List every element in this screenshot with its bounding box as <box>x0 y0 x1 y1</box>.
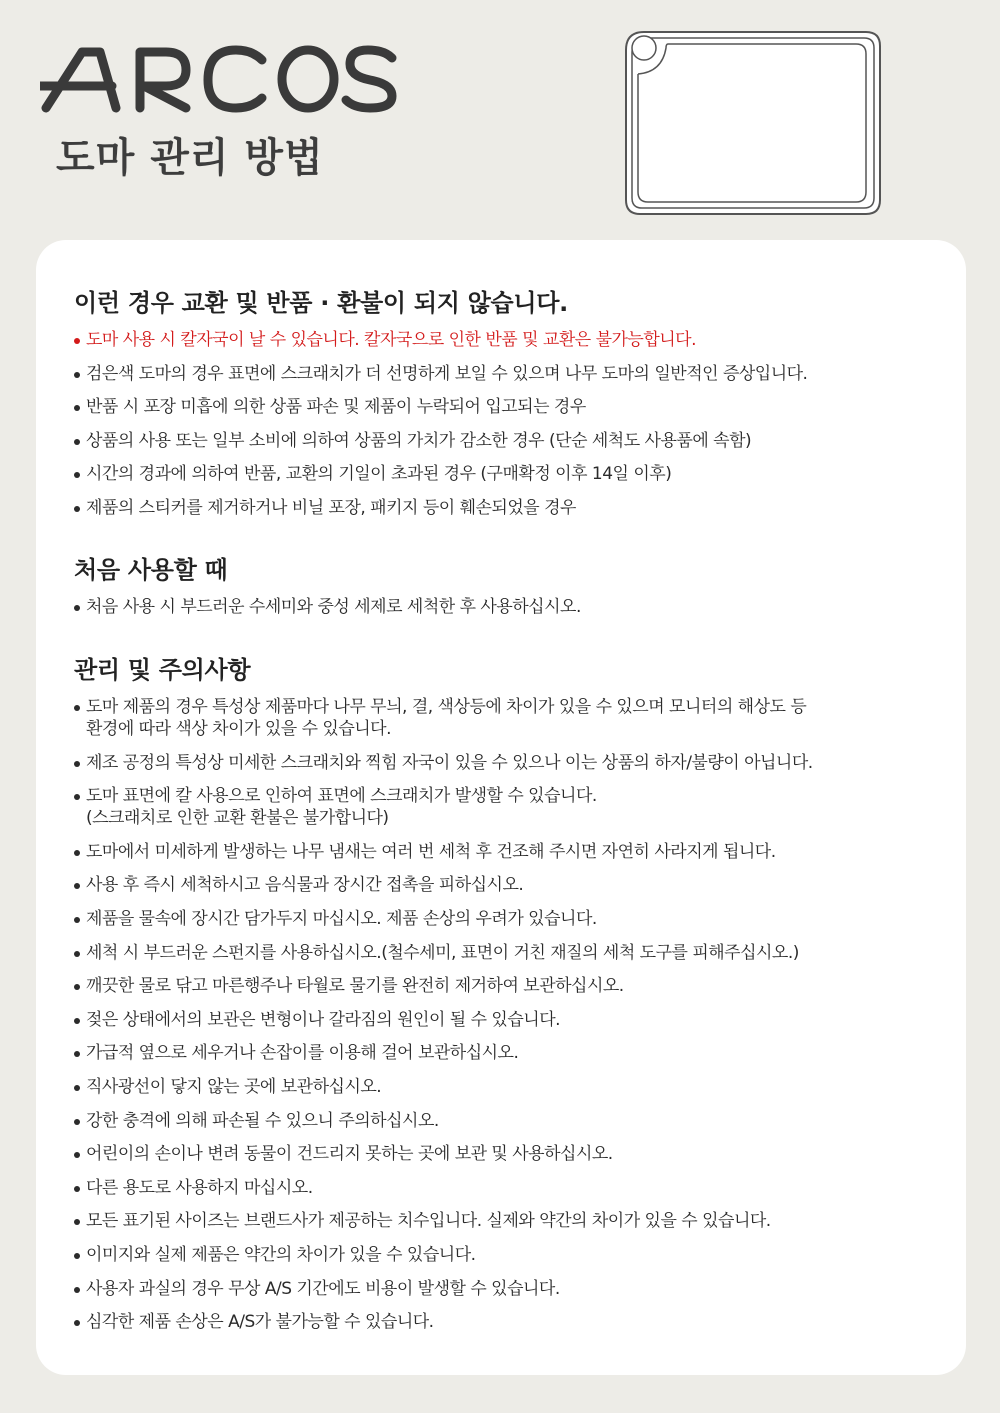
list-item: 모든 표기된 사이즈는 브랜드사가 제공하는 치수입니다. 실제와 약간의 차이가 있을 수 있습니다. <box>74 1210 934 1232</box>
cutting-board-icon <box>622 28 884 218</box>
list-item: 직사광선이 닿지 않는 곳에 보관하십시오. <box>74 1076 934 1098</box>
list-item: 가급적 옆으로 세우거나 손잡이를 이용해 걸어 보관하십시오. <box>74 1042 934 1064</box>
list-item: 어린이의 손이나 변려 동물이 건드리지 못하는 곳에 보관 및 사용하십시오. <box>74 1143 934 1165</box>
list-item: 검은색 도마의 경우 표면에 스크래치가 더 선명하게 보일 수 있으며 나무 도마의 일반적인 증상입니다. <box>74 363 934 385</box>
list-item: 깨끗한 물로 닦고 마른행주나 타월로 물기를 완전히 제거하여 보관하십시오. <box>74 975 934 997</box>
notice-card <box>36 240 966 1375</box>
first-use-section <box>74 550 934 630</box>
list-item: 제품을 물속에 장시간 담가두지 마십시오. 제품 손상의 우려가 있습니다. <box>74 908 934 930</box>
list-item: 다른 용도로 사용하지 마십시오. <box>74 1177 934 1199</box>
list-item: 제조 공정의 특성상 미세한 스크래치와 찍힘 자국이 있을 수 있으나 이는 상품의 하자/불량이 아닙니다. <box>74 752 934 774</box>
arcos-logo <box>40 42 400 114</box>
section-title: 처음 사용할 때 <box>74 556 228 584</box>
list-item: 반품 시 포장 미흡에 의한 상품 파손 및 제품이 누락되어 입고되는 경우 <box>74 396 934 418</box>
list-item: 심각한 제품 손상은 A/S가 불가능할 수 있습니다. <box>74 1311 934 1333</box>
list-item: 세척 시 부드러운 스펀지를 사용하십시오.(철수세미, 표면이 거친 재질의 세척 도구를 피해주십시오.) <box>74 942 934 964</box>
list-item: 시간의 경과에 의하여 반품, 교환의 기일이 초과된 경우 (구매확정 이후 14일 이후) <box>74 463 934 485</box>
list-item: 사용 후 즉시 세척하시고 음식물과 장시간 접촉을 피하십시오. <box>74 874 934 896</box>
care-section <box>74 650 934 1345</box>
list-item: 이미지와 실제 제품은 약간의 차이가 있을 수 있습니다. <box>74 1244 934 1266</box>
list-item: 강한 충격에 의해 파손될 수 있으니 주의하십시오. <box>74 1110 934 1132</box>
no-return-section <box>74 283 934 531</box>
list-item: 젖은 상태에서의 보관은 변형이나 갈라짐의 원인이 될 수 있습니다. <box>74 1009 934 1031</box>
section-title: 이런 경우 교환 및 반품 · 환불이 되지 않습니다. <box>74 289 568 317</box>
list-item: 도마 표면에 칼 사용으로 인하여 표면에 스크래치가 발생할 수 있습니다. (스크래치로 인한 교환 환불은 불가합니다) <box>74 785 934 829</box>
care-list <box>74 696 934 1333</box>
no-return-list <box>74 329 934 519</box>
list-item: 도마 사용 시 칼자국이 날 수 있습니다. 칼자국으로 인한 반품 및 교환은 불가능합니다. <box>74 329 934 351</box>
list-item: 상품의 사용 또는 일부 소비에 의하여 상품의 가치가 감소한 경우 (단순 세척도 사용품에 속함) <box>74 430 934 452</box>
list-item: 도마에서 미세하게 발생하는 나무 냄새는 여러 번 세척 후 건조해 주시면 자연히 사라지게 됩니다. <box>74 841 934 863</box>
list-item: 제품의 스티커를 제거하거나 비닐 포장, 패키지 등이 훼손되었을 경우 <box>74 497 934 519</box>
first-use-list <box>74 596 934 618</box>
list-item: 도마 제품의 경우 특성상 제품마다 나무 무늬, 결, 색상등에 차이가 있을 수 있으며 모니터의 해상도 등 환경에 따라 색상 차이가 있을 수 있습니다. <box>74 696 934 740</box>
page-title: 도마 관리 방법 <box>56 135 324 181</box>
section-title: 관리 및 주의사항 <box>74 656 251 684</box>
list-item: 사용자 과실의 경우 무상 A/S 기간에도 비용이 발생할 수 있습니다. <box>74 1278 934 1300</box>
list-item: 처음 사용 시 부드러운 수세미와 중성 세제로 세척한 후 사용하십시오. <box>74 596 934 618</box>
